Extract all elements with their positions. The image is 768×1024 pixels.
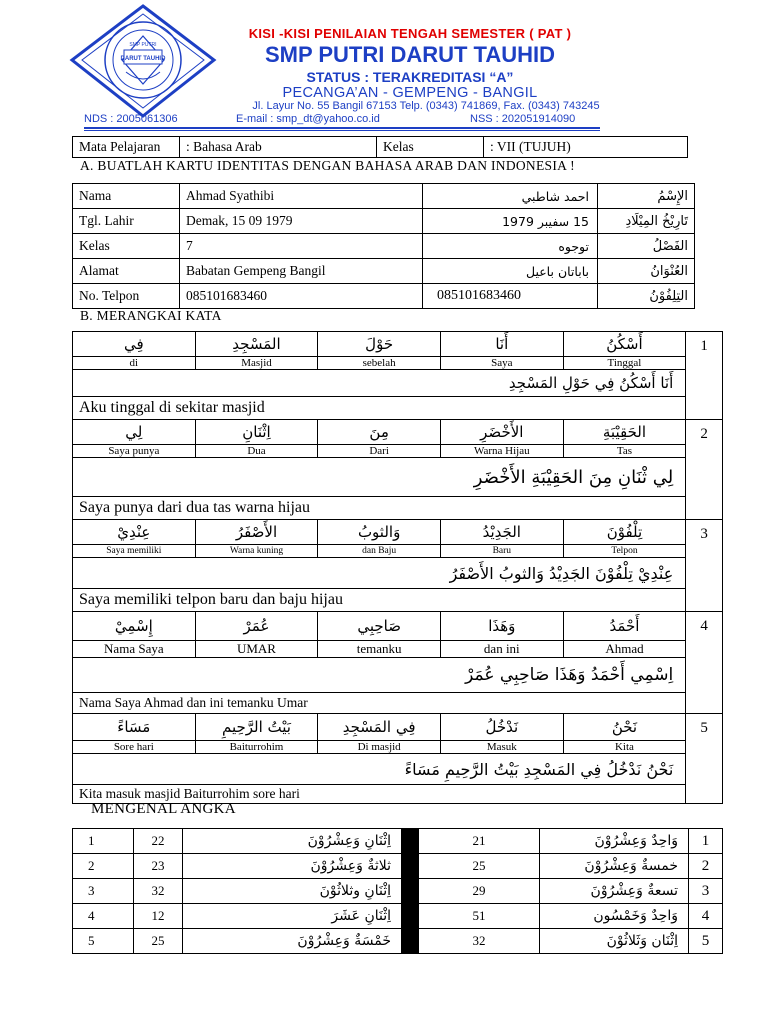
- meaning-cell: Warna Hijau: [440, 445, 563, 458]
- word-cell: الأَصْفَرُ: [195, 520, 318, 545]
- meaning-cell: Saya punya: [73, 445, 196, 458]
- nds-number: NDS : 2005061306: [84, 113, 178, 125]
- right-arabic: تسعةٌ وَعِشْرُوْنَ: [540, 879, 689, 904]
- left-index: 5: [73, 929, 134, 954]
- right-number: 29: [419, 879, 540, 904]
- meaning-cell: Sore hari: [73, 741, 196, 754]
- word-cell: بَيْتُ الرَّحِيمِ: [195, 714, 318, 741]
- translation: Saya punya dari dua tas warna hijau: [73, 497, 686, 520]
- translation: Kita masuk masjid Baiturrohim sore hari: [73, 785, 686, 804]
- merangkai-table: [72, 331, 723, 804]
- left-number: 22: [134, 829, 183, 854]
- section-a-instruction: A. BUATLAH KARTU IDENTITAS DENGAN BAHASA ARAB DAN INDONESIA !: [80, 158, 575, 173]
- left-index: 1: [73, 829, 134, 854]
- right-arabic: وَاحِدٌ وَخَمْسُون: [540, 904, 689, 929]
- identity-label: Nama: [73, 184, 180, 209]
- school-logo: [66, 2, 220, 120]
- word-cell: أَسْكُنُ: [563, 332, 686, 357]
- identity-value: Babatan Gempeng Bangil: [180, 259, 423, 284]
- word-cell: الأَخْضَرِ: [440, 420, 563, 445]
- meaning-cell: temanku: [318, 641, 441, 658]
- meaning-cell: Warna kuning: [195, 545, 318, 558]
- meaning-cell: Ahmad: [563, 641, 686, 658]
- identity-value: Demak, 15 09 1979: [180, 209, 423, 234]
- header-divider-thin: [84, 130, 600, 131]
- identity-label: Kelas: [73, 234, 180, 259]
- identity-arab-label: الفَصْلُ: [598, 234, 695, 259]
- word-cell: فِي المَسْجِدِ: [318, 714, 441, 741]
- identity-arab-label: الإِسْمُ: [598, 184, 695, 209]
- word-cell: الجَدِيْدُ: [440, 520, 563, 545]
- left-arabic: اِثْنَانِ وثلاثُوْنَ: [183, 879, 402, 904]
- meaning-cell: Di masjid: [318, 741, 441, 754]
- word-cell: عِنْدِيْ: [73, 520, 196, 545]
- identity-arab-label: التِلِفُوْنُ: [598, 284, 695, 309]
- word-cell: مِنَ: [318, 420, 441, 445]
- word-cell: فِي: [73, 332, 196, 357]
- identity-arab-label: العُنْوَانُ: [598, 259, 695, 284]
- word-cell: اِثْنَانِ: [195, 420, 318, 445]
- identity-label: Tgl. Lahir: [73, 209, 180, 234]
- class-value: : VII (TUJUH): [484, 137, 688, 158]
- left-number: 23: [134, 854, 183, 879]
- translation: Saya memiliki telpon baru dan baju hijau: [73, 589, 686, 612]
- angka-table: [72, 828, 723, 954]
- black-divider: [402, 829, 419, 854]
- word-cell: المَسْجِدِ: [195, 332, 318, 357]
- meaning-cell: Tas: [563, 445, 686, 458]
- word-cell: أَحْمَدُ: [563, 612, 686, 641]
- exam-title: KISI -KISI PENILAIAN TENGAH SEMESTER ( PAT ): [248, 26, 572, 41]
- angka-row: [73, 879, 723, 904]
- word-cell: تِلْفُوْنَ: [563, 520, 686, 545]
- left-arabic: خَمْسَةٌ وَعِشْرُوْنَ: [183, 929, 402, 954]
- left-arabic: ثلاثةٌ وَعِشْرُوْنَ: [183, 854, 402, 879]
- right-number: 51: [419, 904, 540, 929]
- word-cell: عُمَرْ: [195, 612, 318, 641]
- section-b-title: B. MERANGKAI KATA: [80, 308, 222, 323]
- identity-value: 085101683460: [180, 284, 423, 309]
- word-cell: الحَقِيْبَةِ: [563, 420, 686, 445]
- identity-arab-value: باباتان باعيل: [423, 259, 598, 284]
- left-arabic: اِثْنَانِ وَعِشْرُوْنَ: [183, 829, 402, 854]
- meaning-cell: Tinggal: [563, 357, 686, 370]
- angka-row: [73, 904, 723, 929]
- word-cell: حَوْلَ: [318, 332, 441, 357]
- meaning-cell: Saya memiliki: [73, 545, 196, 558]
- subject-table: [72, 136, 688, 158]
- translation: Nama Saya Ahmad dan ini temanku Umar: [73, 693, 686, 714]
- class-label: Kelas: [377, 137, 484, 158]
- identity-row: [73, 234, 695, 259]
- word-cell: وَالثوبُ: [318, 520, 441, 545]
- translation: Aku tinggal di sekitar masjid: [73, 397, 686, 420]
- school-address: Jl. Layur No. 55 Bangil 67153 Telp. (0343) 741869, Fax. (0343) 743245: [252, 100, 600, 112]
- right-index: 1: [689, 829, 723, 854]
- header-divider: [84, 127, 600, 129]
- meaning-cell: Dua: [195, 445, 318, 458]
- left-number: 32: [134, 879, 183, 904]
- left-arabic: اِثْنَانِ عَشَرَ: [183, 904, 402, 929]
- arabic-sentence: اِسْمِي أَحْمَدُ وَهَذَا صَاحِبِي عُمَرْ: [73, 658, 686, 693]
- right-index: 2: [689, 854, 723, 879]
- left-index: 2: [73, 854, 134, 879]
- word-cell: نَحْنُ: [563, 714, 686, 741]
- angka-row: [73, 929, 723, 954]
- word-cell: وَهَذَا: [440, 612, 563, 641]
- identity-label: Alamat: [73, 259, 180, 284]
- meaning-cell: Nama Saya: [73, 641, 196, 658]
- angka-row: [73, 854, 723, 879]
- right-arabic: وَاحِدٌ وَعِشْرُوْنَ: [540, 829, 689, 854]
- arabic-sentence: أَنَا أَسْكُنُ فِي حَوْلِ المَسْجِدِ: [73, 370, 686, 397]
- word-cell: إِسْمِيْ: [73, 612, 196, 641]
- meaning-cell: Dari: [318, 445, 441, 458]
- left-number: 12: [134, 904, 183, 929]
- meaning-cell: Kita: [563, 741, 686, 754]
- meaning-cell: dan Baju: [318, 545, 441, 558]
- black-divider: [402, 929, 419, 954]
- identity-arab-value: احمد شاطبي: [423, 184, 598, 209]
- word-cell: أَنَا: [440, 332, 563, 357]
- right-arabic: اِثْنَان وَثَلاثُوْنَ: [540, 929, 689, 954]
- right-index: 3: [689, 879, 723, 904]
- left-index: 3: [73, 879, 134, 904]
- meaning-cell: UMAR: [195, 641, 318, 658]
- right-number: 25: [419, 854, 540, 879]
- meaning-cell: Masjid: [195, 357, 318, 370]
- angka-row: [73, 829, 723, 854]
- item-number: 5: [686, 714, 723, 804]
- arabic-sentence: عِنْدِيْ تِلْفُوْنَ الجَدِيْدُ وَالثوبُ الأَصْفَرُ: [73, 558, 686, 589]
- identity-row: [73, 259, 695, 284]
- school-location: PECANGA’AN - GEMPENG - BANGIL: [282, 85, 538, 101]
- right-number: 21: [419, 829, 540, 854]
- black-divider: [402, 904, 419, 929]
- right-number: 32: [419, 929, 540, 954]
- meaning-cell: Baru: [440, 545, 563, 558]
- identity-arab-value: توجوه: [423, 234, 598, 259]
- subject-value: : Bahasa Arab: [180, 137, 377, 158]
- arabic-sentence: نَحْنُ نَدْخُلُ فِي المَسْجِدِ بَيْتُ الرَّحِيمِ مَسَاءً: [73, 754, 686, 785]
- angka-title: MENGENAL ANGKA: [91, 801, 236, 817]
- logo-text-top: DARUT TAUHID: [120, 56, 166, 62]
- accreditation-status: STATUS : TERAKREDITASI “A”: [306, 69, 514, 85]
- meaning-cell: Masuk: [440, 741, 563, 754]
- word-cell: صَاحِبِي: [318, 612, 441, 641]
- subject-label: Mata Pelajaran: [73, 137, 180, 158]
- item-number: 1: [686, 332, 723, 420]
- meaning-cell: Telpon: [563, 545, 686, 558]
- identity-row: [73, 184, 695, 209]
- nss-number: NSS : 202051914090: [470, 113, 576, 125]
- identity-label: No. Telpon: [73, 284, 180, 309]
- meaning-cell: Saya: [440, 357, 563, 370]
- identity-arab-label: تَارِيْخُ المِيْلَادِ: [598, 209, 695, 234]
- item-number: 3: [686, 520, 723, 612]
- word-cell: لِي: [73, 420, 196, 445]
- school-email: E-mail : smp_dt@yahoo.co.id: [236, 113, 380, 125]
- identity-arab-value: 15 سفيبر 1979: [423, 209, 598, 234]
- arabic-sentence: لِي ثْنَانِ مِنَ الحَقِيْبَةِ الأَخْضَرِ: [73, 458, 686, 497]
- meaning-cell: dan ini: [440, 641, 563, 658]
- logo-text-mid: SMP PUTRI: [129, 42, 157, 48]
- identity-value: 7: [180, 234, 423, 259]
- item-number: 4: [686, 612, 723, 714]
- word-cell: نَدْخُلُ: [440, 714, 563, 741]
- right-index: 5: [689, 929, 723, 954]
- word-cell: مَسَاءً: [73, 714, 196, 741]
- meaning-cell: sebelah: [318, 357, 441, 370]
- black-divider: [402, 854, 419, 879]
- item-number: 2: [686, 420, 723, 520]
- right-arabic: خمسةٌ وَعِشْرُوْنَ: [540, 854, 689, 879]
- right-index: 4: [689, 904, 723, 929]
- identity-row: [73, 209, 695, 234]
- left-index: 4: [73, 904, 134, 929]
- identity-arab-value: 085101683460: [423, 284, 598, 309]
- meaning-cell: di: [73, 357, 196, 370]
- identity-value: Ahmad Syathibi: [180, 184, 423, 209]
- black-divider: [402, 879, 419, 904]
- school-name: SMP PUTRI DARUT TAUHID: [264, 42, 556, 67]
- meaning-cell: Baiturrohim: [195, 741, 318, 754]
- identity-table: [72, 183, 695, 309]
- identity-row: [73, 284, 695, 309]
- left-number: 25: [134, 929, 183, 954]
